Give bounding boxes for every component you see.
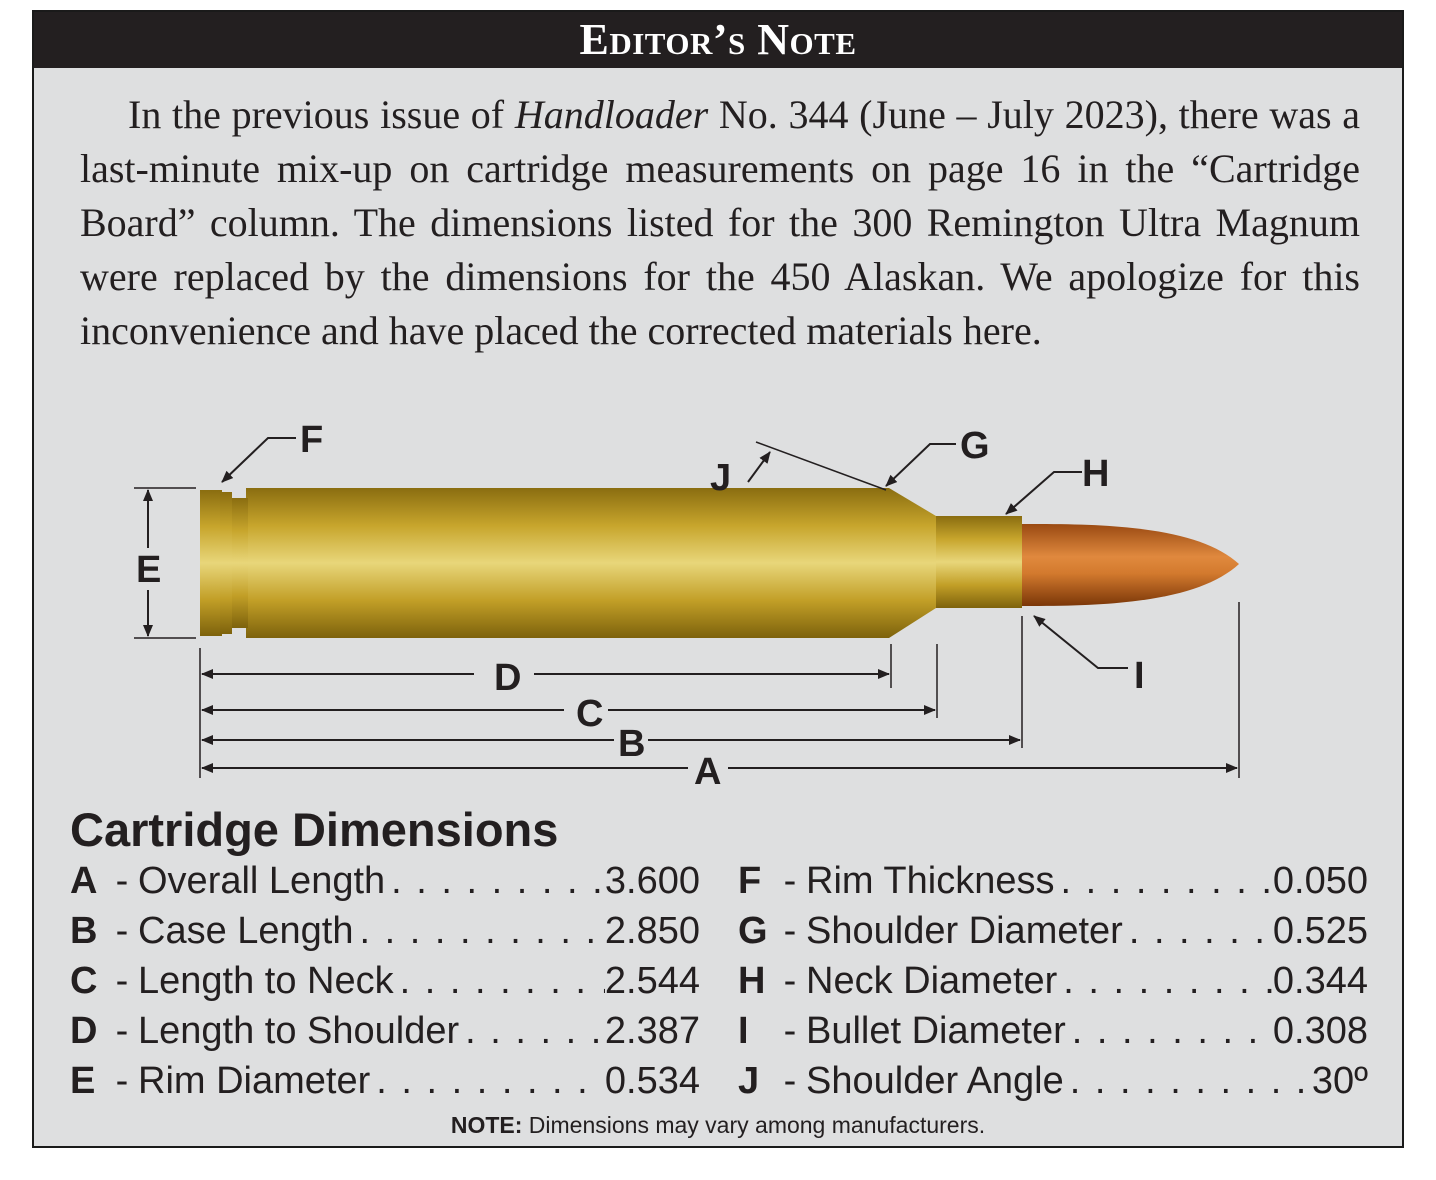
- label-h: H: [1082, 453, 1110, 495]
- dimension-name: Length to Neck: [138, 960, 394, 1002]
- dimension-name: Shoulder Angle: [806, 1060, 1064, 1102]
- dimension-row: I - Bullet Diameter . . . 0.308: [738, 1010, 1368, 1060]
- dimension-name: Neck Diameter: [806, 960, 1058, 1002]
- dimension-value: 0.534: [604, 1060, 700, 1102]
- dimension-row: E - Rim Diameter . . . 0.534: [70, 1060, 700, 1110]
- dimension-name: Length to Shoulder: [138, 1010, 460, 1052]
- label-g: G: [960, 425, 990, 467]
- dimension-row: B - Case Length . . . 2.850: [70, 910, 700, 960]
- dimension-row: J - Shoulder Angle . . . 30º: [738, 1060, 1368, 1110]
- label-j: J: [710, 457, 732, 499]
- dimension-row: H - Neck Diameter . . . 0.344: [738, 960, 1368, 1010]
- dimension-row: D - Length to Shoulder . . . 2.387: [70, 1010, 700, 1060]
- footnote: [34, 1112, 1402, 1139]
- case-shoulder: [889, 488, 936, 638]
- label-d: D: [494, 657, 522, 699]
- dimension-name: Rim Diameter: [138, 1060, 371, 1102]
- case-rim: [200, 490, 222, 636]
- label-e: E: [136, 549, 162, 591]
- dimension-value: 0.344: [1272, 960, 1368, 1002]
- label-b: B: [618, 723, 646, 765]
- dimension-value: 2.850: [604, 910, 700, 952]
- editors-note-header: Editor’s Note: [34, 12, 1402, 68]
- dimension-value: 2.544: [604, 960, 700, 1002]
- label-f: F: [300, 419, 324, 461]
- dimension-row: F - Rim Thickness . . . 0.050: [738, 860, 1368, 910]
- dimension-value: 0.308: [1272, 1010, 1368, 1052]
- intro-text-2: No. 344 (June – July 2023), there was a last-minute mix-up on cartridge measurements on page 16 in the “Cartridge Board” column. The dimensions listed for the 300 Remington Ultra Magnum were replaced by the dimensions for the 450 Alaskan. We apologize for this inconvenience and have placed the corrected materials here.: [80, 92, 1360, 353]
- dimensions-left-column: [70, 860, 700, 1110]
- editors-note-box: [32, 10, 1404, 1148]
- magazine-title: Handloader: [514, 92, 709, 137]
- dimension-row: G - Shoulder Diameter . . . 0.525: [738, 910, 1368, 960]
- dimension-value: 0.525: [1272, 910, 1368, 952]
- bullet-shape: [1019, 524, 1239, 606]
- cartridge-diagram: [34, 12, 1406, 802]
- dimension-name: Overall Length: [138, 860, 386, 902]
- label-a: A: [694, 751, 722, 793]
- dimensions-title: Cartridge Dimensions: [70, 803, 559, 856]
- dimension-name: Rim Thickness: [806, 860, 1055, 902]
- note-text: Dimensions may vary among manufacturers.: [522, 1112, 986, 1138]
- intro-text-1: In the previous issue of: [128, 92, 515, 137]
- dimension-value: 2.387: [604, 1010, 700, 1052]
- dimension-value: 3.600: [604, 860, 700, 902]
- dimension-value: 0.050: [1272, 860, 1368, 902]
- dimension-row: A - Overall Length . . . 3.600: [70, 860, 700, 910]
- label-i: I: [1134, 655, 1145, 697]
- case-neck: [936, 516, 1022, 608]
- dimension-row: C - Length to Neck . . . 2.544: [70, 960, 700, 1010]
- dimensions-right-column: [738, 860, 1368, 1110]
- extractor-groove: [230, 498, 248, 628]
- dimension-name: Shoulder Diameter: [806, 910, 1123, 952]
- dimension-name: Bullet Diameter: [806, 1010, 1066, 1052]
- dimension-name: Case Length: [138, 910, 354, 952]
- note-label: NOTE:: [450, 1112, 523, 1138]
- dimension-value: 30º: [1311, 1060, 1368, 1102]
- case-body: [246, 488, 889, 638]
- label-c: C: [576, 693, 604, 735]
